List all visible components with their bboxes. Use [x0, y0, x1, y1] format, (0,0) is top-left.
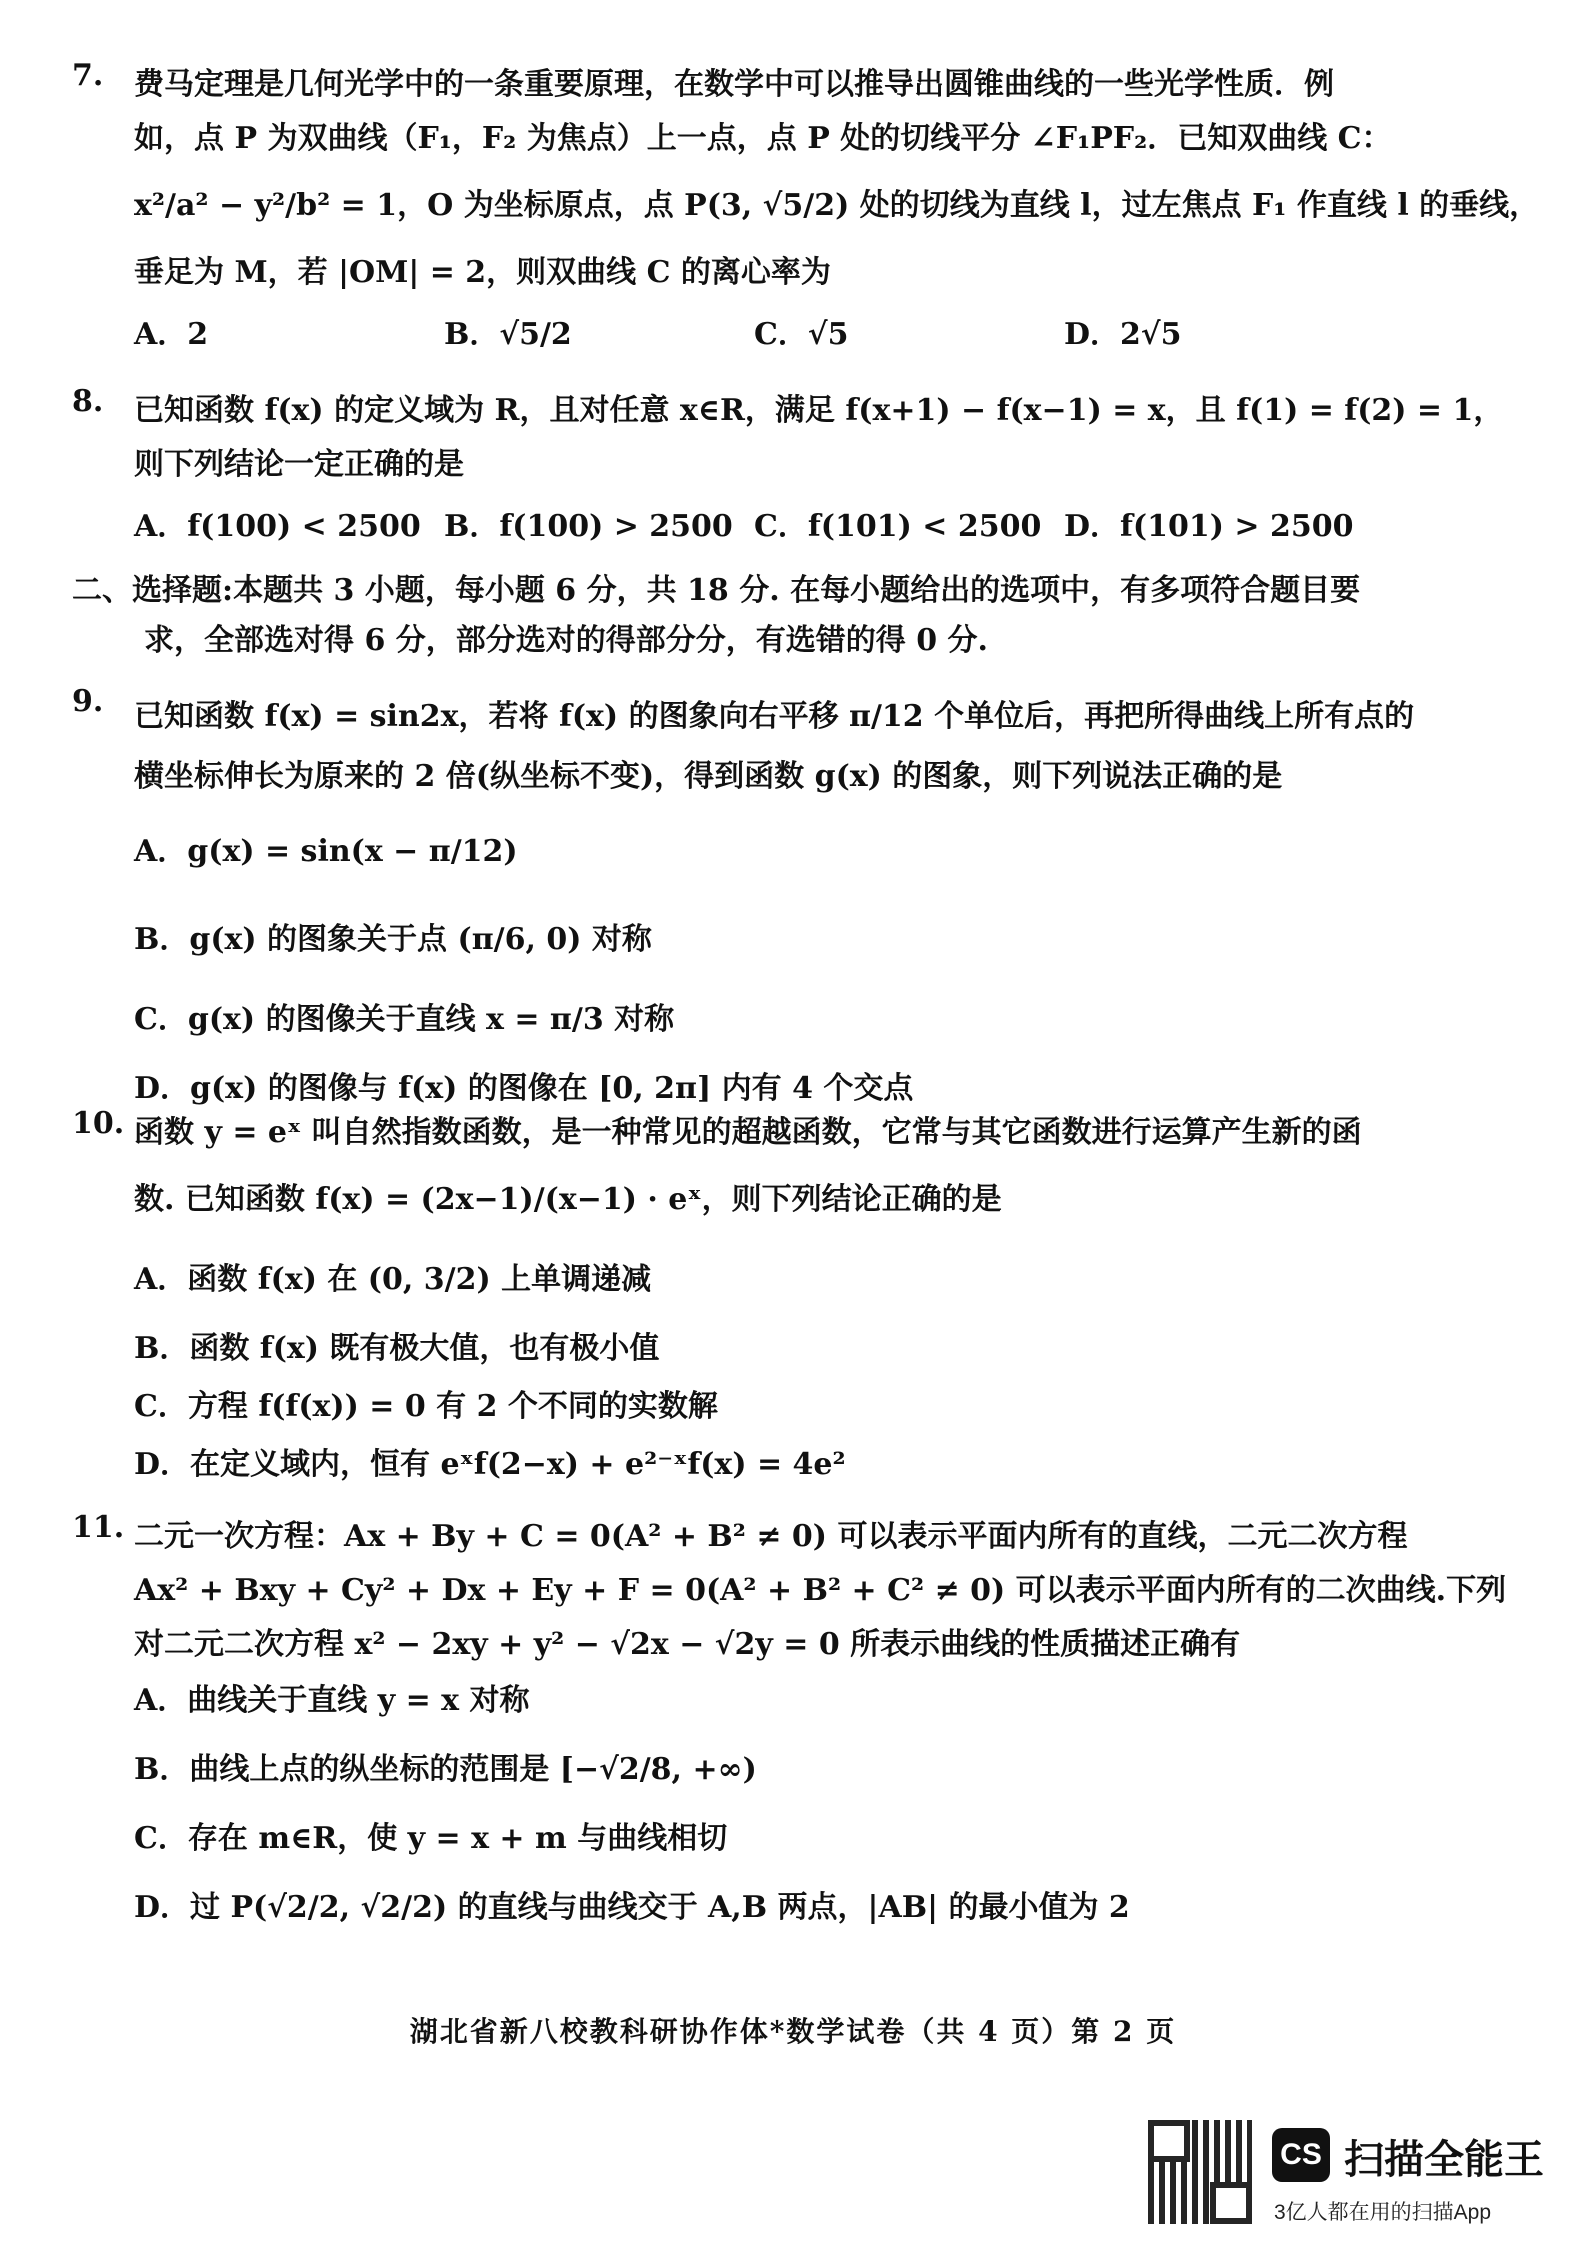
- question-text-line: Ax² + Bxy + Cy² + Dx + Ey + F = 0(A² + B² + C² ≠ 0) 可以表示平面内所有的二次曲线.下列: [134, 1573, 1507, 1608]
- option-d: D．在定义域内，恒有 eˣf(2−x) + e²⁻ˣf(x) = 4e²: [134, 1447, 846, 1482]
- question-number: 11.: [72, 1510, 125, 1545]
- question-text-line: 函数 y = eˣ 叫自然指数函数，是一种常见的超越函数，它常与其它函数进行运算产生新的函: [134, 1115, 1362, 1150]
- question-text-line: 已知函数 f(x) = sin2x，若将 f(x) 的图象向右平移 π/12 个单位后，再把所得曲线上所有点的: [134, 699, 1415, 734]
- option-a: A．函数 f(x) 在 (0, 3/2) 上单调递减: [134, 1262, 652, 1297]
- option-a: A．f(100) < 2500: [134, 509, 421, 544]
- question-text-line: 已知函数 f(x) 的定义域为 R，且对任意 x∈R，满足 f(x+1) − f(x−1) = x，且 f(1) = f(2) = 1，: [134, 393, 1504, 428]
- question-text-line: 费马定理是几何光学中的一条重要原理，在数学中可以推导出圆锥曲线的一些光学性质．例: [134, 67, 1334, 102]
- question-text-line: 则下列结论一定正确的是: [134, 447, 464, 482]
- question-number: 10.: [72, 1106, 125, 1141]
- section-heading-line: 求，全部选对得 6 分，部分选对的得部分分，有选错的得 0 分.: [144, 623, 988, 658]
- option-a: A．g(x) = sin(x − π/12): [134, 834, 518, 869]
- question-text-line: 二元一次方程：Ax + By + C = 0(A² + B² ≠ 0) 可以表示平面内所有的直线，二元二次方程: [134, 1519, 1408, 1554]
- camscanner-logo-icon: CS: [1272, 2128, 1330, 2182]
- option-d: D．g(x) 的图像与 f(x) 的图像在 [0, 2π] 内有 4 个交点: [134, 1071, 914, 1106]
- question-text-line: 数. 已知函数 f(x) = (2x−1)/(x−1) · eˣ，则下列结论正确的是: [134, 1182, 1002, 1217]
- page-footer: 湖北省新八校教科研协作体*数学试卷（共 4 页）第 2 页: [409, 2015, 1177, 2048]
- option-c: C．g(x) 的图像关于直线 x = π/3 对称: [134, 1002, 675, 1037]
- option-c: C．√5: [754, 317, 849, 352]
- question-number: 7.: [72, 58, 104, 93]
- option-b: B．g(x) 的图象关于点 (π/6, 0) 对称: [134, 922, 652, 957]
- option-b: B．曲线上点的纵坐标的范围是 [−√2/8, +∞): [134, 1752, 757, 1787]
- scanner-tagline: 3亿人都在用的扫描App: [1274, 2201, 1492, 2224]
- option-a: A．曲线关于直线 y = x 对称: [134, 1683, 530, 1718]
- question-10: [72, 1106, 1402, 1494]
- question-9: [72, 684, 1415, 1118]
- question-7: [72, 58, 1540, 362]
- scanner-app-name: 扫描全能王: [1344, 2138, 1544, 2182]
- option-c: C．方程 f(f(x)) = 0 有 2 个不同的实数解: [134, 1389, 718, 1424]
- question-text-line: x²/a² − y²/b² = 1，O 为坐标原点，点 P(3, √5/2) 处的切线为直线 l，过左焦点 F₁ 作直线 l 的垂线，: [134, 188, 1540, 223]
- option-b: B．f(100) > 2500: [444, 509, 733, 544]
- question-11: [72, 1510, 1507, 1948]
- option-b: B．函数 f(x) 既有极大值，也有极小值: [134, 1331, 660, 1366]
- option-c: C．f(101) < 2500: [754, 509, 1042, 544]
- options-row: [134, 308, 1402, 362]
- section-heading-line: 二、选择题:本题共 3 小题，每小题 6 分，共 18 分. 在每小题给出的选项中，有多项符合题目要: [72, 573, 1361, 608]
- question-number: 9.: [72, 684, 104, 719]
- option-d: D．过 P(√2/2, √2/2) 的直线与曲线交于 A,B 两点，|AB| 的最小值为 2: [134, 1890, 1130, 1925]
- option-d: D．2√5: [1064, 317, 1182, 352]
- question-text-line: 对二元二次方程 x² − 2xy + y² − √2x − √2y = 0 所表示曲线的性质描述正确有: [134, 1627, 1241, 1662]
- question-text-line: 垂足为 M，若 |OM| = 2，则双曲线 C 的离心率为: [134, 255, 831, 290]
- option-c: C．存在 m∈R，使 y = x + m 与曲线相切: [134, 1821, 728, 1856]
- question-text-line: 如，点 P 为双曲线（F₁，F₂ 为焦点）上一点，点 P 处的切线平分 ∠F₁PF₂．已知双曲线 C：: [134, 121, 1392, 156]
- question-8: [72, 384, 1504, 554]
- option-b: B．√5/2: [444, 317, 572, 352]
- question-number: 8.: [72, 384, 104, 419]
- qr-code-icon: [1148, 2120, 1252, 2224]
- section-heading: [72, 566, 1402, 666]
- options-row: [134, 500, 1402, 554]
- option-d: D．f(101) > 2500: [1064, 509, 1354, 544]
- question-text-line: 横坐标伸长为原来的 2 倍(纵坐标不变)，得到函数 g(x) 的图象，则下列说法正确的是: [134, 759, 1283, 794]
- option-a: A．2: [134, 317, 209, 352]
